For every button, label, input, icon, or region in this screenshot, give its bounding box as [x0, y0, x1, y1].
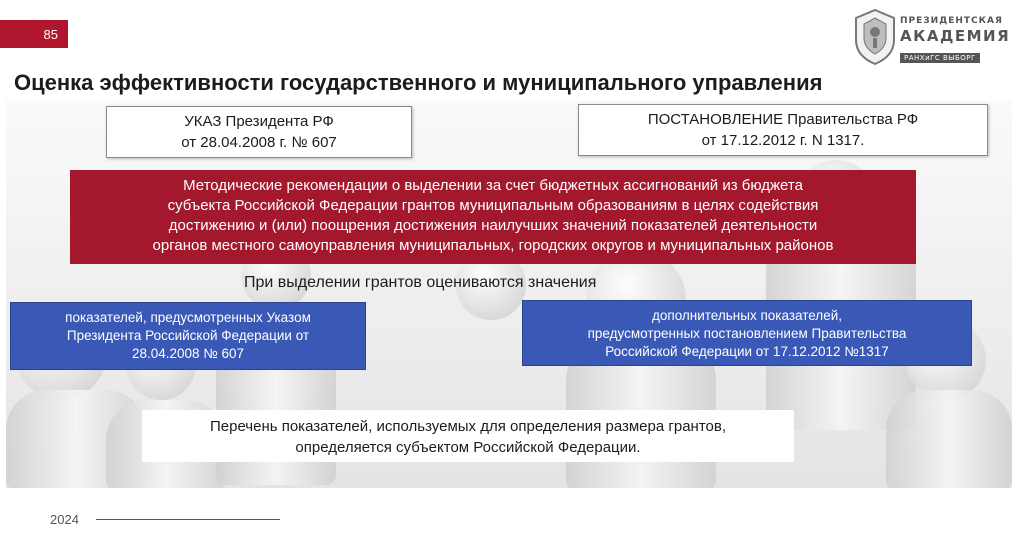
footer-divider	[96, 519, 280, 520]
slide-number-badge	[0, 20, 68, 48]
decree-line: УКАЗ Президента РФ	[184, 113, 334, 130]
resolution-line: ПОСТАНОВЛЕНИЕ Правительства РФ	[647, 111, 919, 128]
indicators-list-line: определяется субъектом Российской Федерации.	[295, 439, 641, 456]
decree-line: от 28.04.2008 г. № 607	[181, 134, 337, 151]
recommendations-line: субъекта Российской Федерации грантов муниципальным образованиям в целях содействия	[167, 197, 819, 214]
right-indicators-line: предусмотренных постановлением Правительства	[587, 326, 907, 341]
decree-box	[106, 106, 412, 158]
recommendations-line: достижению и (или) поощрения достижения наилучших значений показателей деятельности	[168, 217, 818, 234]
recommendations-line: органов местного самоуправления муниципальных, городских округов и муниципальных районов	[152, 237, 834, 254]
footer-year: 2024	[50, 512, 79, 527]
recommendations-box	[70, 170, 916, 264]
left-indicators-line: показателей, предусмотренных Указом	[65, 310, 311, 325]
slide-number: 85	[43, 26, 58, 42]
logo-line1: ПРЕЗИДЕНТСКАЯ	[900, 16, 1003, 26]
resolution-box	[578, 104, 988, 156]
logo-line3: РАНХиГС ВЫБОРГ	[900, 53, 980, 63]
right-indicators-line: Российской Федерации от 17.12.2012 №1317	[605, 344, 889, 359]
right-indicators-line: дополнительных показателей,	[652, 308, 842, 323]
indicators-list-box	[142, 410, 794, 462]
left-indicators-box	[10, 302, 366, 370]
logo-line2: АКАДЕМИЯ	[900, 27, 1011, 45]
figure-body	[886, 390, 1012, 488]
emblem-icon	[852, 8, 898, 66]
right-indicators-box	[522, 300, 972, 366]
logo-text	[900, 16, 1010, 64]
left-indicators-line: 28.04.2008 № 607	[131, 346, 245, 361]
grants-caption: При выделении грантов оцениваются значения	[244, 274, 597, 291]
academy-logo	[852, 8, 1012, 68]
left-indicators-line: Президента Российской Федерации от	[66, 328, 310, 343]
indicators-list-line: Перечень показателей, используемых для определения размера грантов,	[209, 418, 726, 435]
recommendations-line: Методические рекомендации о выделении за счет бюджетных ассигнований из бюджета	[183, 177, 803, 194]
slide-title: Оценка эффективности государственного и муниципального управления	[14, 70, 823, 95]
resolution-line: от 17.12.2012 г. N 1317.	[701, 132, 865, 149]
